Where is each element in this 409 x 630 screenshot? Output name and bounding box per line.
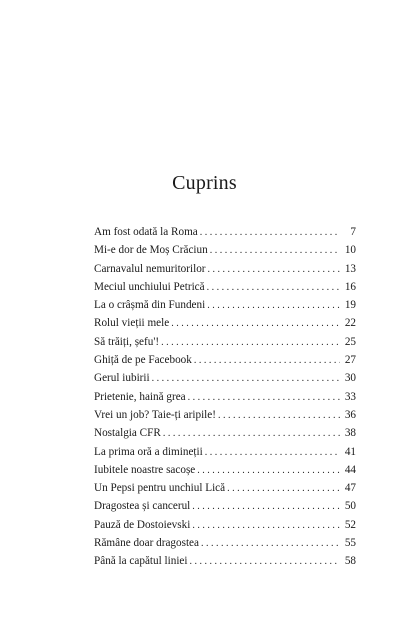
dot-leader (161, 334, 340, 352)
dot-leader (192, 517, 340, 535)
toc-entry-page: 30 (344, 372, 356, 385)
toc-entry (94, 534, 356, 552)
toc-entry (94, 314, 356, 332)
toc-entry-page: 13 (344, 262, 356, 275)
dot-leader (200, 224, 340, 242)
toc-entry (94, 461, 356, 479)
toc-entry (94, 223, 356, 241)
toc-entry (94, 260, 356, 278)
toc-entry-title: Nostalgia CFR (94, 427, 161, 440)
toc-entry-title: Gerul iubirii (94, 372, 150, 385)
toc-entry (94, 443, 356, 461)
toc-entry-title: Să trăiți, șefu'! (94, 335, 160, 348)
toc-entry-page: 52 (344, 518, 356, 531)
toc-entry (94, 333, 356, 351)
toc-entry-title: La o crâșmă din Fundeni (94, 299, 206, 312)
toc-entry-page: 19 (344, 299, 356, 312)
toc-entry-page: 41 (344, 445, 356, 458)
table-of-contents (94, 223, 356, 571)
toc-entry-page: 16 (344, 280, 356, 293)
toc-entry-title: Pauză de Dostoievski (94, 518, 191, 531)
toc-entry (94, 552, 356, 570)
toc-entry-page: 38 (344, 427, 356, 440)
toc-entry-title: Dragostea și cancerul (94, 500, 191, 513)
toc-entry (94, 497, 356, 515)
toc-entry-title: Ghiță de pe Facebook (94, 354, 192, 367)
toc-entry (94, 479, 356, 497)
toc-entry (94, 424, 356, 442)
toc-entry-page: 58 (344, 555, 356, 568)
dot-leader (190, 553, 340, 571)
dot-leader (210, 242, 340, 260)
dot-leader (208, 261, 340, 279)
toc-entry-title: Meciul unchiului Petrică (94, 280, 205, 293)
toc-entry (94, 278, 356, 296)
page-title: Cuprins (172, 172, 237, 194)
toc-entry (94, 369, 356, 387)
toc-entry-page: 10 (344, 244, 356, 257)
dot-leader (188, 389, 340, 407)
dot-leader (163, 425, 340, 443)
toc-entry-title: Prietenie, haină grea (94, 390, 186, 403)
toc-entry-page: 36 (344, 408, 356, 421)
dot-leader (227, 480, 340, 498)
toc-entry-page: 25 (344, 335, 356, 348)
dot-leader (207, 297, 340, 315)
toc-entry-page: 50 (344, 500, 356, 513)
toc-entry-title: Am fost odată la Roma (94, 226, 198, 238)
toc-entry-page: 55 (344, 537, 356, 550)
toc-entry-title: Rămâne doar dragostea (94, 537, 199, 550)
dot-leader (205, 444, 340, 462)
toc-entry-page: 47 (344, 482, 356, 495)
dot-leader (192, 498, 340, 516)
toc-entry-page: 27 (344, 354, 356, 367)
dot-leader (152, 370, 340, 388)
toc-entry-title: Iubitele noastre sacoșe (94, 463, 196, 476)
toc-entry-page: 33 (344, 390, 356, 403)
toc-entry-page: 7 (350, 226, 356, 238)
toc-entry (94, 388, 356, 406)
toc-entry (94, 516, 356, 534)
toc-entry-title: Până la capătul liniei (94, 555, 188, 568)
dot-leader (207, 279, 340, 297)
toc-entry-title: La prima oră a dimineții (94, 445, 203, 458)
toc-entry (94, 406, 356, 424)
toc-entry (94, 296, 356, 314)
toc-entry (94, 351, 356, 369)
dot-leader (194, 352, 340, 370)
dot-leader (201, 535, 340, 553)
dot-leader (197, 462, 340, 480)
toc-entry-title: Rolul vieții mele (94, 317, 170, 330)
toc-entry-title: Mi-e dor de Moș Crăciun (94, 244, 208, 257)
toc-entry (94, 241, 356, 259)
toc-entry-title: Vrei un job? Taie-ți aripile! (94, 408, 216, 421)
toc-entry-title: Carnavalul nemuritorilor (94, 262, 206, 275)
toc-entry-title: Un Pepsi pentru unchiul Lică (94, 482, 226, 495)
dot-leader (218, 407, 340, 425)
dot-leader (171, 315, 340, 333)
toc-entry-page: 22 (344, 317, 356, 330)
toc-entry-page: 44 (344, 463, 356, 476)
